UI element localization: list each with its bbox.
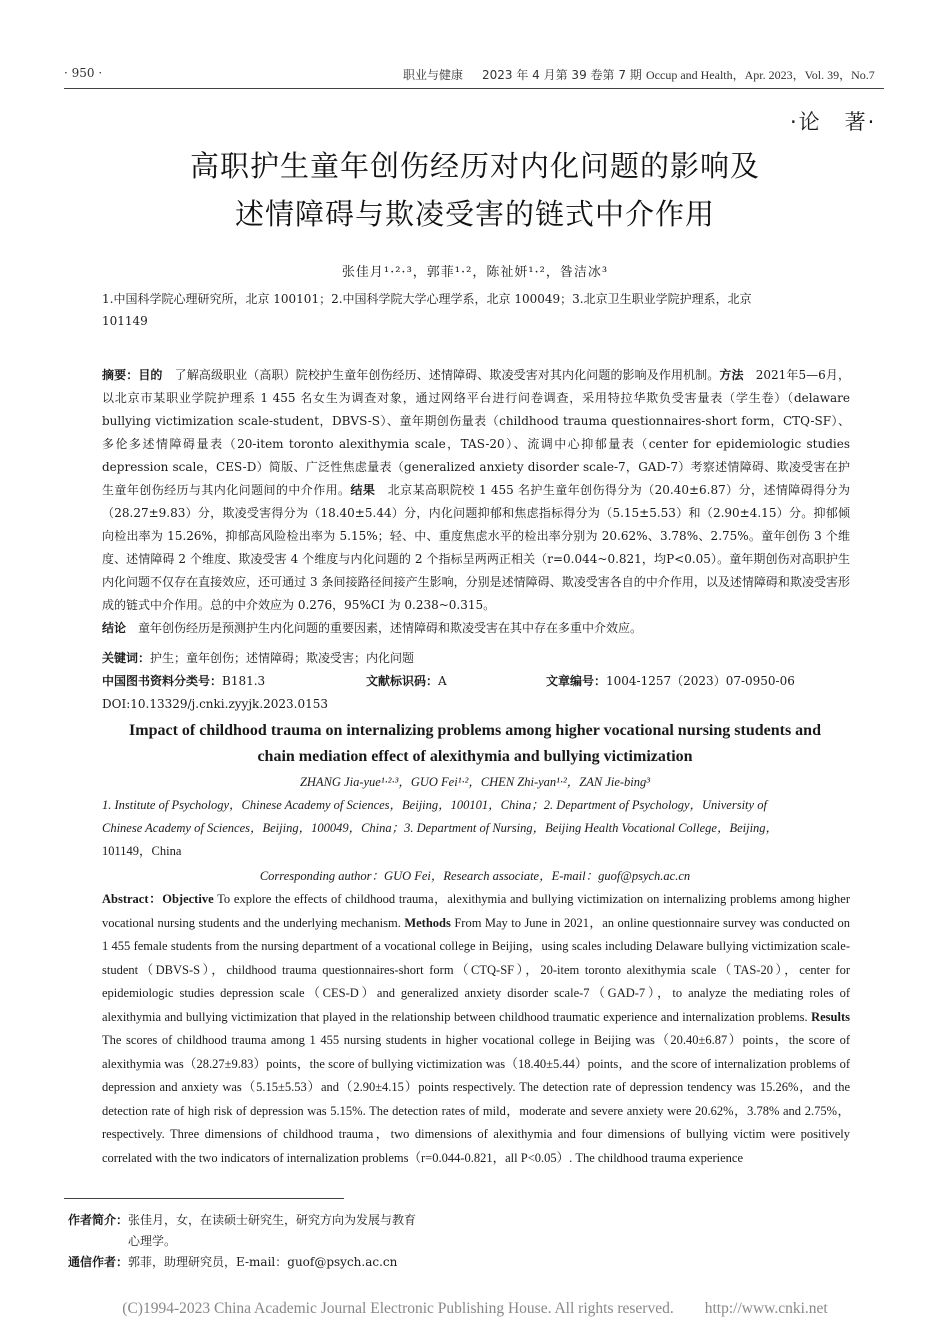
authors-cn: 张佳月¹·²·³，郭菲¹·²，陈祉妍¹·²，昝洁冰³ [341, 265, 609, 280]
methods-en: From May to June in 2021，an online questionnaire survey was conducted on 1 455 female students from the nursing department of a vocational college in Beijing，using scales including Delaware bullying victimization scale-student（DBVS-S），childhood trauma questionnaires-short form（CTQ-SF），20-item toronto alexithymia scale（TAS-20），center for epidemiologic studies depression scale（CES-D）and generalized anxiety disorder scale-7（GAD-7），to analyze the mediating roles of alexithymia and bullying victimization that played in the relationship between childhood traumatic experience and internalization problems. [102, 915, 850, 1024]
affiliation-en-line: Chinese Academy of Sciences，Beijing，100049，China；3. Department of Nursing，Beijing Health Vocational College，Beijing， [102, 821, 779, 835]
keywords-label: 关键词： [102, 651, 151, 665]
conclusion-label-cn: 结论 [102, 621, 127, 635]
methods-cn: 2021年5—6月，以北京市某职业学院护理系 1 455 名女生为调查对象，通过网络平台进行问卷调查，采用特拉华欺负受害量表（学生卷）（delaware bullying victimization scale-student，DBVS-S）、童年期创伤量表（childhood trauma questionnaires-short form，CTQ-SF）、多伦多述情障碍量表（20-item toronto alexithymia scale，TAS-20）、流调中心抑郁量表（center for epidemiologic studies depression scale，CES-D）简版、广泛性焦虑量表（generalized anxiety disorder scale-7，GAD-7）考察述情障碍、欺凌受害在护生童年创伤经历与其内化问题间的中介作用。 [102, 368, 850, 497]
abstract-en-label: Abstract： [102, 892, 163, 906]
abstract-en [102, 888, 850, 1170]
author-bio-line1: 张佳月，女，在读硕士研究生，研究方向为发展与教育 [128, 1213, 417, 1227]
objective-label-en: Objective [162, 892, 214, 906]
methods-label-en: Methods [404, 915, 451, 930]
clc-label: 中国图书资料分类号： [102, 674, 223, 688]
header-rule [64, 88, 884, 89]
affiliations-cn [102, 288, 850, 332]
issue-cn: 2023 年 4 月第 39 卷第 7 期 [482, 68, 642, 82]
footnote-rule [64, 1198, 344, 1199]
section-label: ·论 著· [790, 110, 877, 134]
objective-label-cn: 目的 [138, 368, 163, 382]
doi: DOI:10.13329/j.cnki.zyyjk.2023.0153 [102, 697, 329, 711]
author-bio-label: 作者简介： [68, 1213, 129, 1227]
clc-value: B181.3 [222, 674, 266, 688]
affiliation-cn-line: 1.中国科学院心理研究所，北京 100101；2.中国科学院大学心理学系，北京 100049；3.北京卫生职业学院护理系，北京 [102, 292, 752, 306]
title-en-line2: chain mediation effect of alexithymia and bullying victimization [257, 748, 693, 765]
title-cn-line2: 述情障碍与欺凌受害的链式中介作用 [234, 197, 715, 231]
results-cn: 北京某高职院校 1 455 名护生童年创伤得分为（20.40±6.87）分，述情障碍得分为（28.27±9.83）分，欺凌受害得分为（18.40±5.44）分，内化问题抑郁和焦虑指标得分为（5.15±5.53）和（2.90±4.15）分。抑郁倾向检出率为 15.26%，抑郁高风险检出率为 5.15%；轻、中、重度焦虑水平的检出率分别为 20.62%、3.78%、2.75%。童年创伤 3 个维度、述情障碍 2 个维度、欺凌受害 4 个维度与内化问题的 2 个指标呈两两正相关（r=0.044~0.821，均P<0.05）。童年期创伤对高职护生内化问题不仅存在直接效应，还可通过 3 条间接路径间接产生影响，分别是述情障碍、欺凌受害各自的中介作用，以及述情障碍和欺凌受害形成的链式中介作用。总的中介效应为 0.276，95%CI 为 0.238~0.315。 [102, 483, 850, 612]
title-en-line1: Impact of childhood trauma on internalizing problems among higher vocational nursing students and [129, 722, 821, 739]
journal-name-en: Occup and Health，Apr. 2023，Vol. 39，No.7 [646, 68, 875, 82]
keywords [102, 647, 850, 670]
page-number: · 950 · [64, 66, 103, 80]
corresponding-author-cn [68, 1252, 397, 1273]
corr-label: 通信作者： [68, 1255, 129, 1269]
affiliations-en [102, 794, 850, 863]
objective-en: To explore the effects of childhood trauma，alexithymia and bullying victimization on internalizing problems among higher vocational nursing students and the underlying mechanism. [102, 892, 850, 930]
title-cn-line1: 高职护生童年创伤经历对内化问题的影响及 [189, 149, 760, 183]
results-label-en: Results [811, 1009, 850, 1024]
keywords-text: 护生；童年创伤；述情障碍；欺凌受害；内化问题 [150, 651, 415, 665]
journal-name-cn: 职业与健康 [403, 68, 464, 82]
copyright-watermark: (C)1994-2023 China Academic Journal Electronic Publishing House. All rights reserved. http://www.cnki.net [122, 1300, 828, 1317]
abstract-cn-label: 摘要： [102, 368, 139, 382]
article-number [546, 670, 846, 693]
author-bio [68, 1210, 416, 1252]
article-label: 文章编号： [546, 674, 607, 688]
methods-label-cn: 方法 [719, 368, 744, 382]
affiliation-en-line: 1. Institute of Psychology，Chinese Academy of Sciences，Beijing，100101，China；2. Department of Psychology，University of [102, 798, 767, 812]
authors-en: ZHANG Jia-yue¹·²·³，GUO Fei¹·²，CHEN Zhi-yan¹·²，ZAN Jie-bing³ [299, 775, 651, 789]
corr-text: 郭菲，助理研究员，E-mail：guof@psych.ac.cn [128, 1255, 398, 1269]
corresponding-en: Corresponding author：GUO Fei，Research associate，E-mail：guof@psych.ac.cn [259, 869, 691, 883]
article-value: 1004-1257（2023）07-0950-06 [606, 674, 795, 688]
author-bio-line2: 心理学。 [128, 1234, 177, 1248]
results-en: The scores of childhood trauma among 1 455 nursing students in higher vocational college in Beijing was（20.40±6.87）points，the score of alexithymia was（28.27±9.83）points，the score of bullying victimization was（18.40±5.44）points，and the score of internalization problems of depression and anxiety was（5.15±5.53）and（2.90±4.15）points respectively. The detection rate of depression tendency was 15.26%，and the detection rate of high risk of depression was 5.15%. The detection rates of mild，moderate and severe anxiety were 20.62%，3.78% and 2.75%，respectively. Three dimensions of childhood trauma，two dimensions of alexithymia and four dimensions of bullying victim were positively correlated with the two indicators of internalization problems（r=0.044-0.821，all P<0.05）. The childhood trauma experience [102, 1033, 850, 1165]
doc-code [366, 670, 566, 693]
results-label-cn: 结果 [350, 483, 376, 497]
affiliation-en-line: 101149，China [102, 844, 182, 858]
abstract-cn [102, 364, 850, 640]
objective-cn: 了解高级职业（高职）院校护生童年创伤经历、述情障碍、欺凌受害对其内化问题的影响及作用机制。 [174, 368, 720, 382]
doc-label: 文献标识码： [366, 674, 439, 688]
conclusion-cn: 童年创伤经历是预测护生内化问题的重要因素，述情障碍和欺凌受害在其中存在多重中介效应。 [138, 621, 643, 635]
affiliation-cn-line: 101149 [102, 314, 148, 328]
doc-value: A [438, 674, 447, 688]
